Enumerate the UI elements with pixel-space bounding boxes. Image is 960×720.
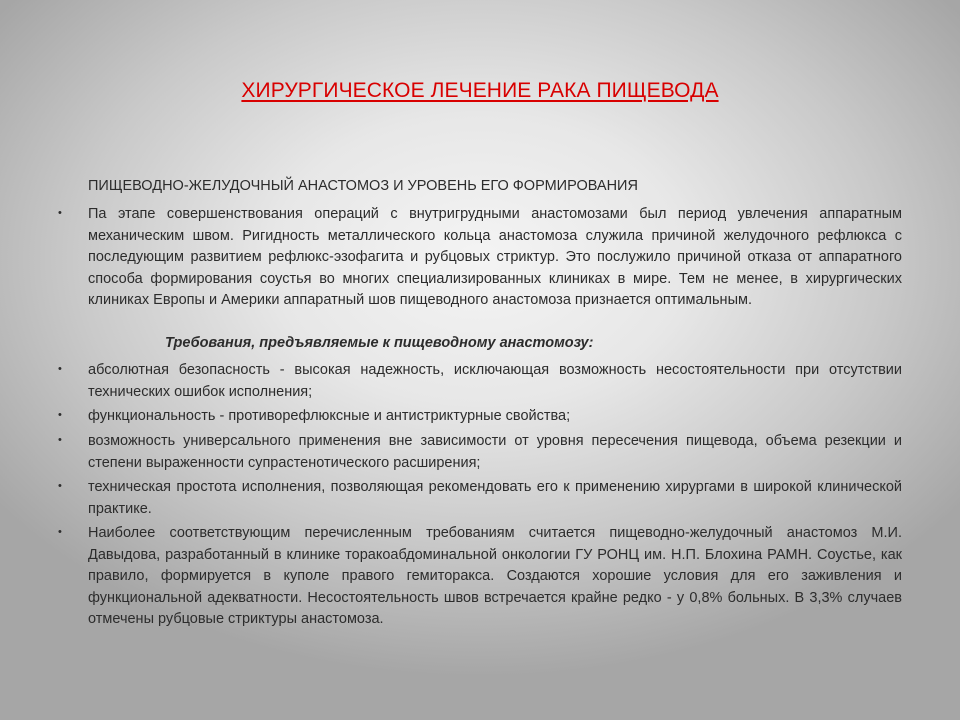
bullet-davydov-anastomosis: Наиболее соответствующим перечисленным требованиям считается пищеводно-желудочный анастомоз М.И. Давыдова, разработанный в клинике торакоабдоминальной онкологии ГУ РОНЦ им. Н.П. Блохина РАМН. Соустье, как правило, формируется в куполе правого гемиторакса. Создаются хорошие условия для его заживления и функциональной адекватности. Несостоятельность швов встречается крайне редко - у 0,8% больных. В 3,3% случаев отмечены рубцовые стриктуры анастомоза. <box>88 525 902 627</box>
bullet-marker: • <box>58 207 62 219</box>
bullet-marker: • <box>58 526 62 538</box>
bullet-universality: возможность универсального применения вне зависимости от уровня пересечения пищевода, объема резекции и степени выраженности супрастенотического расширения; <box>88 433 902 471</box>
bullet-safety: абсолютная безопасность - высокая надежность, исключающая возможность несостоятельности при отсутствии технических ошибок исполнения; <box>88 362 902 400</box>
slide-title: ХИРУРГИЧЕСКОЕ ЛЕЧЕНИЕ РАКА ПИЩЕВОДА <box>241 79 719 102</box>
bullet-marker: • <box>58 434 62 446</box>
bullet-marker: • <box>58 363 62 375</box>
bullet-simplicity: техническая простота исполнения, позволяющая рекомендовать его к применению хирургами в широкой клинической практике. <box>88 479 902 517</box>
bullet-paragraph-stapler: Па этапе совершенствования операций с внутригрудными анастомозами был период увлечения аппаратным механическим швом. Ригидность металлического кольца анастомоза служила причиной желудочного рефлюкса с последующим развитием рефлюкс-эзофагита и рубцовых стриктур. Это послужило причиной отказа от аппаратного способа формирования соустья во многих специализированных клиниках в мире. Тем не менее, в хирургических клиниках Европы и Америки аппаратный шов пищеводного анастомоза признается оптимальным. <box>88 206 902 308</box>
bullet-marker: • <box>58 409 62 421</box>
bullet-functionality: функциональность - противорефлюксные и антистриктурные свойства; <box>88 408 571 424</box>
requirements-header: Требования, предъявляемые к пищеводному анастомозу: <box>165 335 594 351</box>
bullet-marker: • <box>58 480 62 492</box>
slide-subtitle: ПИЩЕВОДНО-ЖЕЛУДОЧНЫЙ АНАСТОМОЗ И УРОВЕНЬ ЕГО ФОРМИРОВАНИЯ <box>88 178 638 194</box>
